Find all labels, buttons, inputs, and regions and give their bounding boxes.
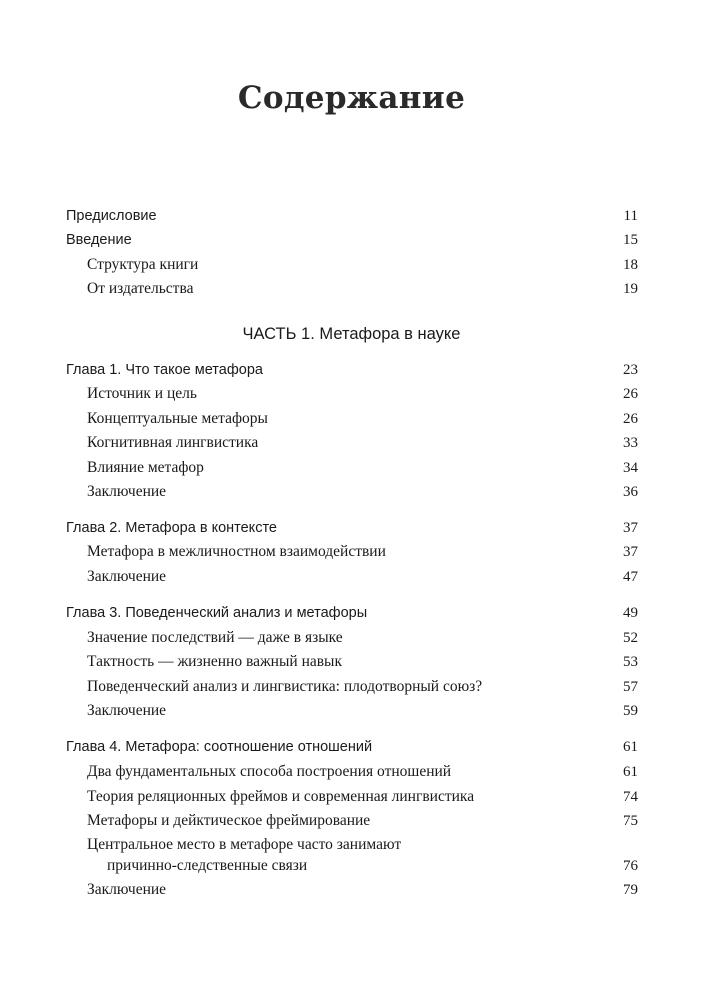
toc-page-number: 15 xyxy=(623,232,638,248)
toc-page-number: 18 xyxy=(623,257,638,273)
toc-page-number: 37 xyxy=(623,520,638,536)
toc-entry-label: Метафора в межличностном взаимодействии xyxy=(87,543,386,560)
toc-entry-introduction xyxy=(66,229,638,251)
toc-entry-label: Центральное место в метафоре часто занимают xyxy=(87,836,402,853)
toc-entry-label: Значение последствий — даже в языке xyxy=(87,629,343,646)
toc-entry-label: причинно-следственные связи xyxy=(107,857,308,874)
toc-entry-label: Предисловие xyxy=(66,208,157,224)
toc-entry-label: Когнитивная лингвистика xyxy=(87,434,259,451)
toc-entry xyxy=(66,383,638,405)
toc-entry-label: Заключение xyxy=(87,702,167,719)
toc-entry-label: Заключение xyxy=(87,568,167,585)
toc-page-number: 11 xyxy=(623,208,638,224)
toc-entry-label: Поведенческий анализ и лингвистика: плодотворный союз? xyxy=(87,678,483,695)
toc-entry-label: Заключение xyxy=(87,881,167,898)
toc-entry-label: Влияние метафор xyxy=(87,459,204,476)
toc-entry xyxy=(66,432,638,454)
toc-entry xyxy=(66,676,638,698)
toc-entry-preface xyxy=(66,205,638,227)
toc-entry xyxy=(66,541,638,563)
toc-entry xyxy=(66,457,638,479)
toc-page-number: 57 xyxy=(623,679,638,695)
toc-page-number: 49 xyxy=(623,605,638,621)
toc-entry xyxy=(66,627,638,649)
toc-entry xyxy=(66,278,638,300)
chapter-heading xyxy=(66,602,638,624)
chapter-heading xyxy=(66,736,638,758)
toc-entry-label: Структура книги xyxy=(87,256,199,273)
toc-page-number: 26 xyxy=(623,386,638,402)
chapter-heading xyxy=(66,517,638,539)
toc-page-number: 75 xyxy=(623,813,638,829)
toc-entry xyxy=(66,761,638,783)
toc-entry xyxy=(66,651,638,673)
chapter-title: Глава 1. Что такое метафора xyxy=(66,362,263,378)
toc-entry xyxy=(66,566,638,588)
part-label: ЧАСТЬ 1 xyxy=(242,325,311,343)
toc-page-number: 74 xyxy=(623,789,638,805)
toc-page-number: 59 xyxy=(623,703,638,719)
toc-entry-label: Заключение xyxy=(87,483,167,500)
toc-page-number: 61 xyxy=(623,764,638,780)
toc-entry xyxy=(66,879,638,901)
toc-entry xyxy=(66,481,638,503)
toc-page-number: 79 xyxy=(623,882,638,898)
chapter-heading xyxy=(66,359,638,381)
toc-entry xyxy=(66,786,638,808)
toc-page-number: 61 xyxy=(623,739,638,755)
toc-page-number: 33 xyxy=(623,435,638,451)
chapter-title: Глава 3. Поведенческий анализ и метафоры xyxy=(66,605,368,621)
toc-entry-label: Концептуальные метафоры xyxy=(87,410,268,427)
part-heading xyxy=(0,322,703,346)
toc-page-number: 37 xyxy=(623,544,638,560)
toc-page-number: 76 xyxy=(623,858,638,874)
toc-entry-label: Источник и цель xyxy=(87,385,197,402)
toc-entry-label: Два фундаментальных способа построения отношений xyxy=(87,763,452,780)
toc-page-number: 34 xyxy=(623,460,638,476)
toc-page-number: 19 xyxy=(623,281,638,297)
chapter-title: Глава 2. Метафора в контексте xyxy=(66,520,277,536)
toc-page-number: 36 xyxy=(623,484,638,500)
toc-page-number: 26 xyxy=(623,411,638,427)
toc-entry-label: От издательства xyxy=(87,280,194,297)
toc-entry xyxy=(66,810,638,832)
toc-page-number: 52 xyxy=(623,630,638,646)
chapter-title: Глава 4. Метафора: соотношение отношений xyxy=(66,739,373,755)
toc-entry xyxy=(66,834,638,856)
toc-entry-label: Тактность — жизненно важный навык xyxy=(87,653,343,670)
toc-entry-label: Введение xyxy=(66,232,132,248)
toc-page-number: 47 xyxy=(623,569,638,585)
toc-entry xyxy=(66,408,638,430)
toc-page-number: 23 xyxy=(623,362,638,378)
toc-entry-label: Метафоры и дейктическое фреймирование xyxy=(87,812,371,829)
toc-entry-label: Теория реляционных фреймов и современная лингвистика xyxy=(87,788,475,805)
toc-entry xyxy=(66,700,638,722)
page-title: Содержание xyxy=(237,80,466,116)
toc-page-number: 53 xyxy=(623,654,638,670)
toc-entry xyxy=(66,254,638,276)
toc-entry-continuation xyxy=(66,855,638,877)
part-title: . Метафора в науке xyxy=(310,325,461,343)
